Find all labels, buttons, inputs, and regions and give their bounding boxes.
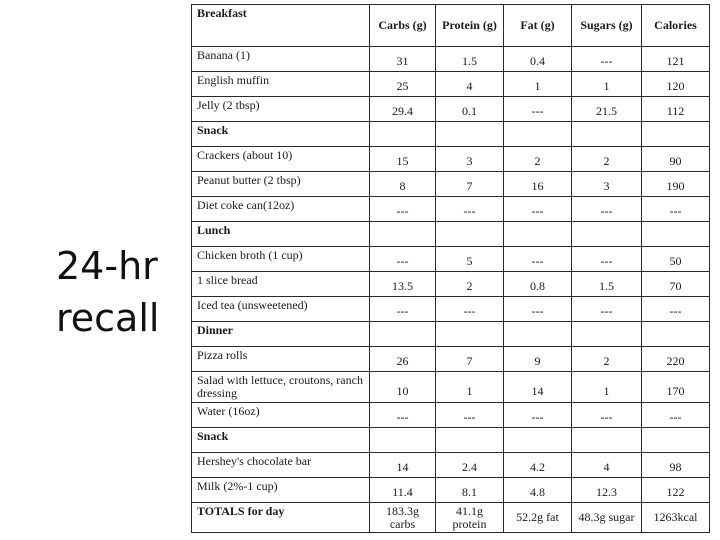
food-item-cell: Milk (2%-1 cup)	[192, 478, 370, 503]
table-row	[192, 272, 710, 297]
protein-cell: ---	[436, 297, 504, 322]
section-label: Snack	[192, 122, 370, 147]
empty-cell	[436, 428, 504, 453]
carbs-cell: 15	[370, 147, 436, 172]
totals-sugars: 48.3g sugar	[572, 503, 642, 533]
sugars-cell: 12.3	[572, 478, 642, 503]
sugars-cell: 1.5	[572, 272, 642, 297]
section-label: Lunch	[192, 222, 370, 247]
page-title-line2: recall	[56, 296, 160, 340]
sugars-cell: 21.5	[572, 97, 642, 122]
table-row	[192, 172, 710, 197]
page-title	[56, 240, 176, 344]
table-row	[192, 197, 710, 222]
fat-cell: 14	[504, 372, 572, 403]
carbs-cell: 31	[370, 47, 436, 72]
fat-cell: 9	[504, 347, 572, 372]
food-item-cell: Crackers (about 10)	[192, 147, 370, 172]
protein-cell: 0.1	[436, 97, 504, 122]
section-row	[192, 322, 710, 347]
table-row	[192, 72, 710, 97]
calories-cell: 90	[642, 147, 710, 172]
food-item-cell: Banana (1)	[192, 47, 370, 72]
fat-cell: 2	[504, 147, 572, 172]
carbs-cell: ---	[370, 197, 436, 222]
calories-cell: 220	[642, 347, 710, 372]
section-label: Snack	[192, 428, 370, 453]
section-label: Dinner	[192, 322, 370, 347]
food-item-cell: Chicken broth (1 cup)	[192, 247, 370, 272]
header-sugars: Sugars (g)	[572, 5, 642, 47]
calories-cell: 190	[642, 172, 710, 197]
table-row	[192, 47, 710, 72]
calories-cell: 98	[642, 453, 710, 478]
food-item-cell: 1 slice bread	[192, 272, 370, 297]
sugars-cell: 1	[572, 372, 642, 403]
fat-cell: 0.8	[504, 272, 572, 297]
totals-fat: 52.2g fat	[504, 503, 572, 533]
header-protein: Protein (g)	[436, 5, 504, 47]
calories-cell: ---	[642, 297, 710, 322]
totals-calories: 1263kcal	[642, 503, 710, 533]
protein-cell: 3	[436, 147, 504, 172]
calories-cell: 112	[642, 97, 710, 122]
sugars-cell: 2	[572, 347, 642, 372]
section-row	[192, 222, 710, 247]
empty-cell	[370, 428, 436, 453]
carbs-cell: ---	[370, 247, 436, 272]
table-row	[192, 247, 710, 272]
fat-cell: 16	[504, 172, 572, 197]
totals-row	[192, 503, 710, 533]
sugars-cell: 4	[572, 453, 642, 478]
carbs-cell: 13.5	[370, 272, 436, 297]
table-row	[192, 97, 710, 122]
calories-cell: ---	[642, 403, 710, 428]
table-row	[192, 147, 710, 172]
food-item-cell: Iced tea (unsweetened)	[192, 297, 370, 322]
protein-cell: 7	[436, 347, 504, 372]
food-item-cell: Water (16oz)	[192, 403, 370, 428]
food-item-cell: Peanut butter (2 tbsp)	[192, 172, 370, 197]
food-item-cell: Salad with lettuce, croutons, ranch dressing	[192, 372, 370, 403]
section-row	[192, 428, 710, 453]
fat-cell: ---	[504, 97, 572, 122]
protein-cell: ---	[436, 197, 504, 222]
calories-cell: 50	[642, 247, 710, 272]
empty-cell	[436, 322, 504, 347]
calories-cell: 121	[642, 47, 710, 72]
table-row	[192, 478, 710, 503]
empty-cell	[436, 222, 504, 247]
protein-cell: 2.4	[436, 453, 504, 478]
calories-cell: ---	[642, 197, 710, 222]
empty-cell	[504, 222, 572, 247]
carbs-cell: 26	[370, 347, 436, 372]
protein-cell: ---	[436, 403, 504, 428]
carbs-cell: 11.4	[370, 478, 436, 503]
fat-cell: ---	[504, 403, 572, 428]
sugars-cell: 1	[572, 72, 642, 97]
totals-protein: 41.1g protein	[436, 503, 504, 533]
empty-cell	[370, 122, 436, 147]
empty-cell	[572, 322, 642, 347]
table-row	[192, 297, 710, 322]
sugars-cell: 2	[572, 147, 642, 172]
totals-carbs: 183.3g carbs	[370, 503, 436, 533]
protein-cell: 7	[436, 172, 504, 197]
fat-cell: 0.4	[504, 47, 572, 72]
table-row	[192, 372, 710, 403]
header-carbs: Carbs (g)	[370, 5, 436, 47]
sugars-cell: ---	[572, 247, 642, 272]
calories-cell: 122	[642, 478, 710, 503]
empty-cell	[370, 222, 436, 247]
carbs-cell: 10	[370, 372, 436, 403]
carbs-cell: 14	[370, 453, 436, 478]
food-item-cell: Diet coke can(12oz)	[192, 197, 370, 222]
section-row	[192, 122, 710, 147]
calories-cell: 170	[642, 372, 710, 403]
protein-cell: 1	[436, 372, 504, 403]
empty-cell	[504, 428, 572, 453]
empty-cell	[642, 322, 710, 347]
empty-cell	[642, 122, 710, 147]
calories-cell: 70	[642, 272, 710, 297]
carbs-cell: ---	[370, 297, 436, 322]
page-title-line1: 24-hr	[56, 244, 158, 288]
carbs-cell: 8	[370, 172, 436, 197]
food-item-cell: Hershey's chocolate bar	[192, 453, 370, 478]
header-calories: Calories	[642, 5, 710, 47]
empty-cell	[504, 122, 572, 147]
carbs-cell: 29.4	[370, 97, 436, 122]
protein-cell: 5	[436, 247, 504, 272]
fat-cell: ---	[504, 297, 572, 322]
sugars-cell: ---	[572, 297, 642, 322]
fat-cell: ---	[504, 197, 572, 222]
carbs-cell: ---	[370, 403, 436, 428]
table-row	[192, 403, 710, 428]
empty-cell	[370, 322, 436, 347]
empty-cell	[572, 428, 642, 453]
table-row	[192, 453, 710, 478]
table-row	[192, 347, 710, 372]
fat-cell: 4.2	[504, 453, 572, 478]
sugars-cell: ---	[572, 403, 642, 428]
empty-cell	[504, 322, 572, 347]
carbs-cell: 25	[370, 72, 436, 97]
header-breakfast: Breakfast	[192, 5, 370, 47]
protein-cell: 4	[436, 72, 504, 97]
sugars-cell: ---	[572, 47, 642, 72]
table-header-row	[192, 5, 710, 47]
protein-cell: 2	[436, 272, 504, 297]
sugars-cell: ---	[572, 197, 642, 222]
food-log-table	[191, 4, 710, 533]
food-item-cell: Jelly (2 tbsp)	[192, 97, 370, 122]
fat-cell: 1	[504, 72, 572, 97]
fat-cell: ---	[504, 247, 572, 272]
header-fat: Fat (g)	[504, 5, 572, 47]
sugars-cell: 3	[572, 172, 642, 197]
empty-cell	[572, 122, 642, 147]
food-log-body	[192, 47, 710, 503]
calories-cell: 120	[642, 72, 710, 97]
empty-cell	[642, 428, 710, 453]
protein-cell: 8.1	[436, 478, 504, 503]
food-item-cell: English muffin	[192, 72, 370, 97]
food-item-cell: Pizza rolls	[192, 347, 370, 372]
fat-cell: 4.8	[504, 478, 572, 503]
empty-cell	[572, 222, 642, 247]
totals-label: TOTALS for day	[192, 503, 370, 533]
protein-cell: 1.5	[436, 47, 504, 72]
empty-cell	[642, 222, 710, 247]
empty-cell	[436, 122, 504, 147]
